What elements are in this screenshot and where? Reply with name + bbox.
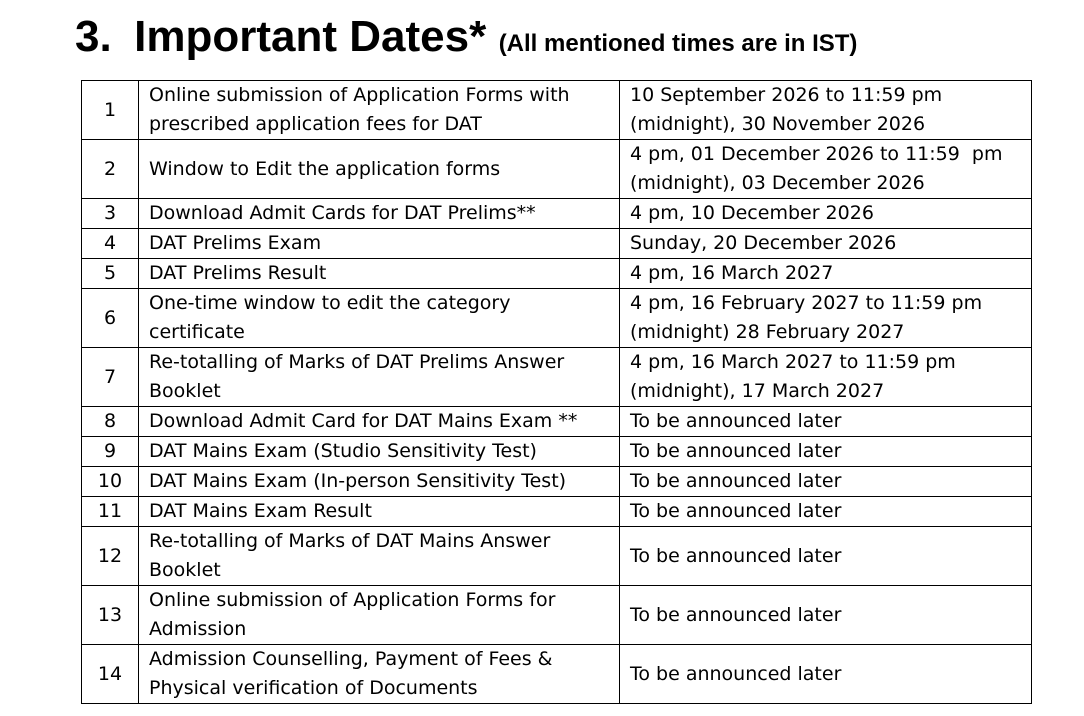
event-line: DAT Mains Exam Result bbox=[149, 500, 372, 522]
event-cell bbox=[139, 407, 620, 437]
event-cell bbox=[139, 229, 620, 259]
date-line: 4 pm, 10 December 2026 bbox=[630, 202, 874, 224]
event-line: DAT Mains Exam (Studio Sensitivity Test) bbox=[149, 440, 537, 462]
date-line: To be announced later bbox=[630, 662, 842, 685]
date-cell bbox=[620, 199, 1032, 229]
serial-number-cell: 3 bbox=[82, 199, 139, 229]
serial-number-cell: 2 bbox=[82, 140, 139, 199]
date-line: (midnight) 28 February 2027 bbox=[630, 321, 905, 343]
serial-number-cell: 11 bbox=[82, 497, 139, 527]
serial-number-cell: 13 bbox=[82, 586, 139, 645]
date-line: Sunday, 20 December 2026 bbox=[630, 232, 897, 254]
table-row bbox=[82, 229, 1032, 259]
event-line: Admission Counselling, Payment of Fees & bbox=[149, 648, 553, 670]
date-line: 4 pm, 16 March 2027 to 11:59 pm bbox=[630, 351, 956, 373]
date-line: 4 pm, 16 February 2027 to 11:59 pm bbox=[630, 292, 983, 314]
event-line: Booklet bbox=[149, 380, 221, 402]
table-row bbox=[82, 467, 1032, 497]
date-cell bbox=[620, 467, 1032, 497]
event-cell bbox=[139, 199, 620, 229]
date-cell bbox=[620, 497, 1032, 527]
serial-number-cell: 9 bbox=[82, 437, 139, 467]
event-cell bbox=[139, 527, 620, 586]
date-cell bbox=[620, 586, 1032, 645]
table-row bbox=[82, 289, 1032, 348]
date-cell bbox=[620, 81, 1032, 140]
event-cell bbox=[139, 81, 620, 140]
table-row bbox=[82, 81, 1032, 140]
table-row bbox=[82, 437, 1032, 467]
date-cell bbox=[620, 229, 1032, 259]
event-cell bbox=[139, 645, 620, 704]
date-line: To be announced later bbox=[630, 470, 842, 492]
serial-number-cell: 5 bbox=[82, 259, 139, 289]
date-line: To be announced later bbox=[630, 544, 842, 567]
event-line: certificate bbox=[149, 321, 245, 343]
event-cell bbox=[139, 259, 620, 289]
event-cell bbox=[139, 140, 620, 199]
serial-number-cell: 10 bbox=[82, 467, 139, 497]
date-line: To be announced later bbox=[630, 500, 842, 522]
serial-number-cell: 7 bbox=[82, 348, 139, 407]
date-cell bbox=[620, 407, 1032, 437]
event-line: Re-totalling of Marks of DAT Prelims Answer bbox=[149, 351, 565, 373]
event-cell bbox=[139, 289, 620, 348]
event-cell bbox=[139, 586, 620, 645]
date-line: (midnight), 17 March 2027 bbox=[630, 380, 885, 402]
serial-number-cell: 6 bbox=[82, 289, 139, 348]
date-line: To be announced later bbox=[630, 410, 842, 432]
event-line: Online submission of Application Forms for bbox=[149, 589, 556, 611]
date-line: 4 pm, 16 March 2027 bbox=[630, 262, 834, 284]
section-title: Important Dates* bbox=[134, 12, 487, 61]
table-row bbox=[82, 645, 1032, 704]
date-line: To be announced later bbox=[630, 603, 842, 626]
event-line: Admission bbox=[149, 618, 247, 640]
event-cell bbox=[139, 437, 620, 467]
event-line: One-time window to edit the category bbox=[149, 292, 511, 314]
event-line: DAT Prelims Result bbox=[149, 262, 327, 284]
date-cell bbox=[620, 527, 1032, 586]
event-line: DAT Mains Exam (In-person Sensitivity Test) bbox=[149, 470, 567, 492]
date-line: (midnight), 30 November 2026 bbox=[630, 113, 926, 135]
serial-number-cell: 8 bbox=[82, 407, 139, 437]
serial-number-cell: 4 bbox=[82, 229, 139, 259]
serial-number-cell: 14 bbox=[82, 645, 139, 704]
date-line: To be announced later bbox=[630, 440, 842, 462]
event-line: Download Admit Cards for DAT Prelims** bbox=[149, 202, 536, 224]
event-line: Download Admit Card for DAT Mains Exam ** bbox=[149, 410, 578, 432]
section-number: 3. bbox=[75, 12, 112, 61]
event-line: Booklet bbox=[149, 559, 221, 581]
date-cell bbox=[620, 348, 1032, 407]
table-row bbox=[82, 199, 1032, 229]
event-cell bbox=[139, 467, 620, 497]
date-line: 4 pm, 01 December 2026 to 11:59 pm bbox=[630, 143, 1003, 165]
date-line: (midnight), 03 December 2026 bbox=[630, 172, 925, 194]
table-row bbox=[82, 586, 1032, 645]
date-line: 10 September 2026 to 11:59 pm bbox=[630, 84, 943, 106]
table-row bbox=[82, 527, 1032, 586]
timezone-note: (All mentioned times are in IST) bbox=[498, 30, 858, 57]
event-line: prescribed application fees for DAT bbox=[149, 113, 482, 135]
event-line: DAT Prelims Exam bbox=[149, 232, 322, 254]
table-row bbox=[82, 348, 1032, 407]
date-cell bbox=[620, 259, 1032, 289]
serial-number-cell: 12 bbox=[82, 527, 139, 586]
event-line: Online submission of Application Forms with bbox=[149, 84, 570, 106]
event-line: Physical verification of Documents bbox=[149, 677, 478, 699]
serial-number-cell: 1 bbox=[82, 81, 139, 140]
table-body bbox=[82, 81, 1032, 704]
section-heading bbox=[75, 12, 857, 62]
event-line: Re-totalling of Marks of DAT Mains Answer bbox=[149, 530, 551, 552]
table-row bbox=[82, 407, 1032, 437]
event-cell bbox=[139, 348, 620, 407]
date-cell bbox=[620, 645, 1032, 704]
date-cell bbox=[620, 437, 1032, 467]
event-cell bbox=[139, 497, 620, 527]
important-dates-table bbox=[81, 80, 1032, 704]
table-row bbox=[82, 259, 1032, 289]
date-cell bbox=[620, 140, 1032, 199]
date-cell bbox=[620, 289, 1032, 348]
table-row bbox=[82, 140, 1032, 199]
table-row bbox=[82, 497, 1032, 527]
event-line: Window to Edit the application forms bbox=[149, 157, 501, 180]
